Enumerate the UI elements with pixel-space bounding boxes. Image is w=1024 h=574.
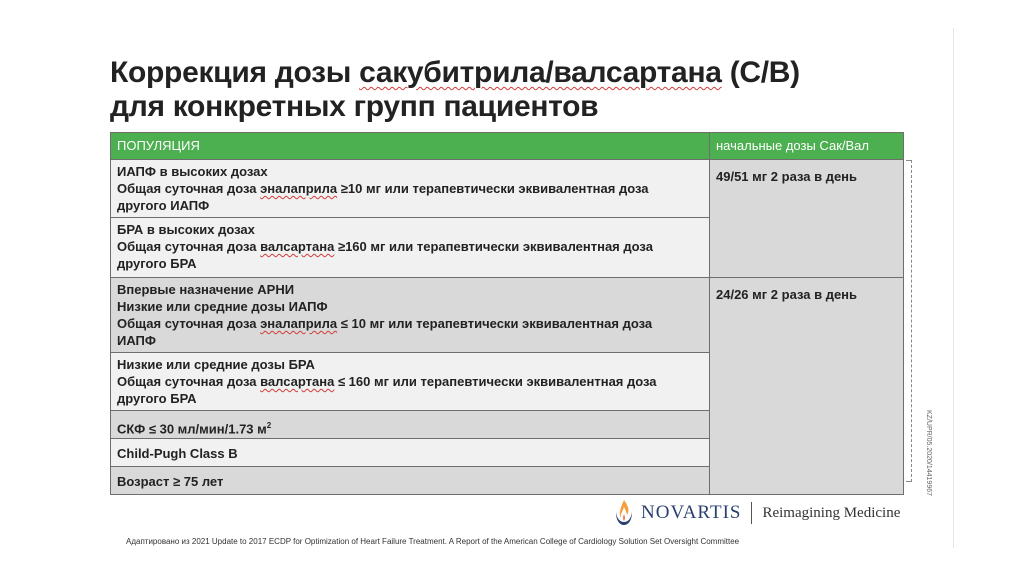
- title-text-a: Коррекция дозы: [110, 56, 360, 89]
- row-text: Общая суточная доза: [117, 316, 261, 331]
- row-text: ≥160 мг или терапевтически эквивалентная доза: [334, 239, 653, 254]
- row-line: другого БРА: [117, 256, 197, 271]
- flame-icon: [613, 498, 635, 528]
- title-line-2: для конкретных групп пациентов: [110, 90, 599, 123]
- title-drug-name: сакубитрила/валсартана: [359, 56, 722, 89]
- side-code: KZ/UPR/05.2020/14419967: [925, 410, 932, 497]
- logo-separator: [751, 502, 752, 524]
- novartis-logo: [613, 496, 900, 530]
- row-drug: валсартана: [260, 239, 335, 254]
- brand-tagline: Reimagining Medicine: [762, 504, 901, 521]
- row-line: [117, 373, 703, 390]
- table-row: [111, 410, 710, 438]
- row-line: [117, 238, 703, 255]
- row-line: Child-Pugh Class B: [117, 446, 238, 461]
- table-row: [111, 466, 710, 494]
- dose-cell-low: 24/26 мг 2 раза в день: [710, 277, 903, 494]
- row-line: другого БРА: [117, 391, 197, 406]
- title-text-c: (С/В): [721, 56, 800, 89]
- row-text: Общая суточная доза: [117, 181, 261, 196]
- row-line: другого ИАПФ: [117, 198, 210, 213]
- row-line: БРА в высоких дозах: [117, 222, 255, 237]
- row-line: ИАПФ: [117, 333, 156, 348]
- table-row: [111, 217, 710, 277]
- header-population: ПОПУЛЯЦИЯ: [111, 133, 710, 159]
- table-row: [111, 438, 710, 466]
- table-row: [111, 159, 710, 217]
- row-drug: эналаприла: [260, 181, 338, 196]
- dashed-bracket: [906, 160, 912, 482]
- row-text: ≤ 160 мг или терапевтически эквивалентная доза: [334, 374, 657, 389]
- dose-cell-high: 49/51 мг 2 раза в день: [710, 159, 903, 277]
- row-drug: эналаприла: [260, 316, 338, 331]
- row-superscript: 2: [266, 421, 272, 430]
- row-line: Низкие или средние дозы ИАПФ: [117, 299, 328, 314]
- row-line: Впервые назначение АРНИ: [117, 282, 295, 297]
- row-line: Возраст ≥ 75 лет: [117, 474, 224, 489]
- dose-table: [110, 132, 904, 495]
- row-text: Общая суточная доза: [117, 374, 261, 389]
- header-dose: начальные дозы Сак/Вал: [710, 133, 903, 159]
- slide-edge-line: [953, 28, 954, 548]
- row-text: ≤ 10 мг или терапевтически эквивалентная доза: [337, 316, 653, 331]
- slide-title: [110, 56, 800, 124]
- row-text: Общая суточная доза: [117, 239, 261, 254]
- row-drug: валсартана: [260, 374, 335, 389]
- brand-name: NOVARTIS: [641, 502, 742, 523]
- row-line: [117, 180, 703, 197]
- row-line: [117, 417, 703, 437]
- title-line-1: [110, 56, 800, 90]
- row-text: ≥10 мг или терапевтически эквивалентная доза: [337, 181, 649, 196]
- row-line: [117, 315, 703, 332]
- table-row: [111, 277, 710, 352]
- footer-source: Адаптировано из 2021 Update to 2017 ECDP for Optimization of Heart Failure Treatment. A Report of the American College of Cardiology Solution Set Oversight Committee: [126, 537, 740, 546]
- row-text: СКФ ≤ 30 мл/мин/1.73 м: [117, 421, 267, 437]
- row-line: Низкие или средние дозы БРА: [117, 357, 315, 372]
- table-row: [111, 352, 710, 410]
- row-line: ИАПФ в высоких дозах: [117, 164, 268, 179]
